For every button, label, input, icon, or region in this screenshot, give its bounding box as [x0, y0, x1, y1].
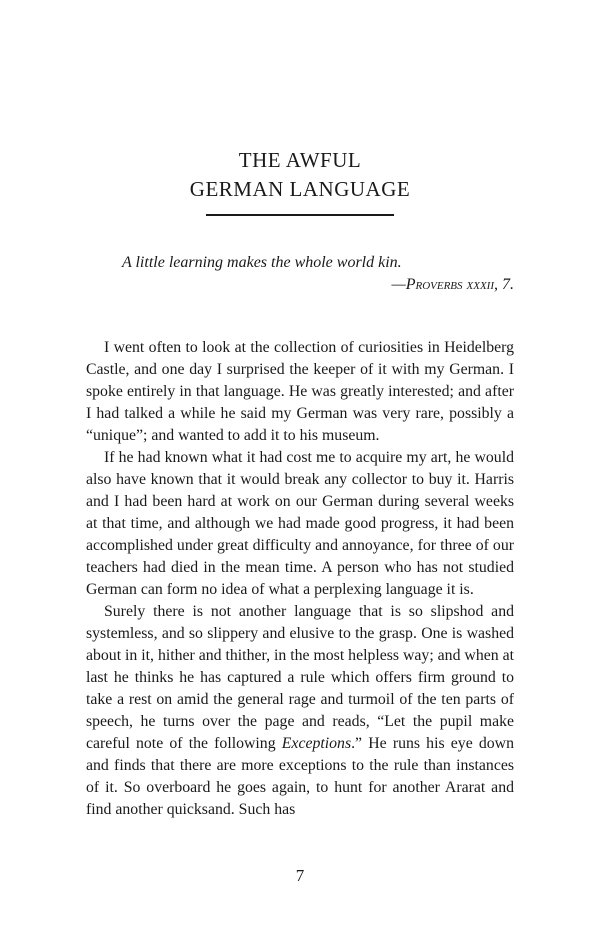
chapter-title-line-2: GERMAN LANGUAGE — [189, 177, 411, 201]
epigraph-quote: A little learning makes the whole world kin. — [122, 254, 402, 271]
paragraph-3-text-before: Surely there is not another language that is so slipshod and systemless, and so slippery and elusive to the grasp. One is washed about in it, hither and thither, in the most helpless way; and when at last he thinks he has captured a rule which offers firm ground to take a rest on amid the general rage and turmoil of the ten parts of speech, he turns over the page and reads, “Let the pupil make careful note of the following — [86, 603, 514, 752]
paragraph-3-text-after: .” He runs his eye down and finds that there are more exceptions to the rule than instances of it. So overboard he goes again, to hunt for another Ararat and find another quicksand. Such has — [86, 735, 514, 818]
paragraph-2 — [86, 447, 514, 601]
paragraph-3-emphasis: Exceptions — [281, 735, 352, 752]
paragraph-3 — [86, 601, 514, 821]
paragraph-1 — [86, 337, 514, 447]
paragraph-1-text: I went often to look at the collection of curiosities in Heidelberg Castle, and one day I surprised the keeper of it with my German. I spoke entirely in that language. He was greatly interested; and after I had talked a while he said my German was very rare, possibly a “unique”; and wanted to add it to his museum. — [86, 339, 514, 444]
page-number: 7 — [295, 866, 305, 885]
chapter-title — [0, 146, 600, 204]
chapter-title-line-1: THE AWFUL — [238, 148, 362, 172]
epigraph-source: —Proverbs xxxii, 7. — [391, 276, 514, 293]
title-divider-rule — [206, 214, 394, 216]
body-text — [86, 337, 514, 821]
paragraph-2-text: If he had known what it had cost me to acquire my art, he would also have known that it would break any collector to buy it. Harris and I had been hard at work on our German during several weeks at that time, and although we had made good progress, it had been accomplished under great difficulty and annoyance, for three of our teachers had died in the mean time. A person who has not studied German can form no idea of what a perplexing language it is. — [86, 449, 514, 598]
epigraph — [122, 252, 514, 296]
